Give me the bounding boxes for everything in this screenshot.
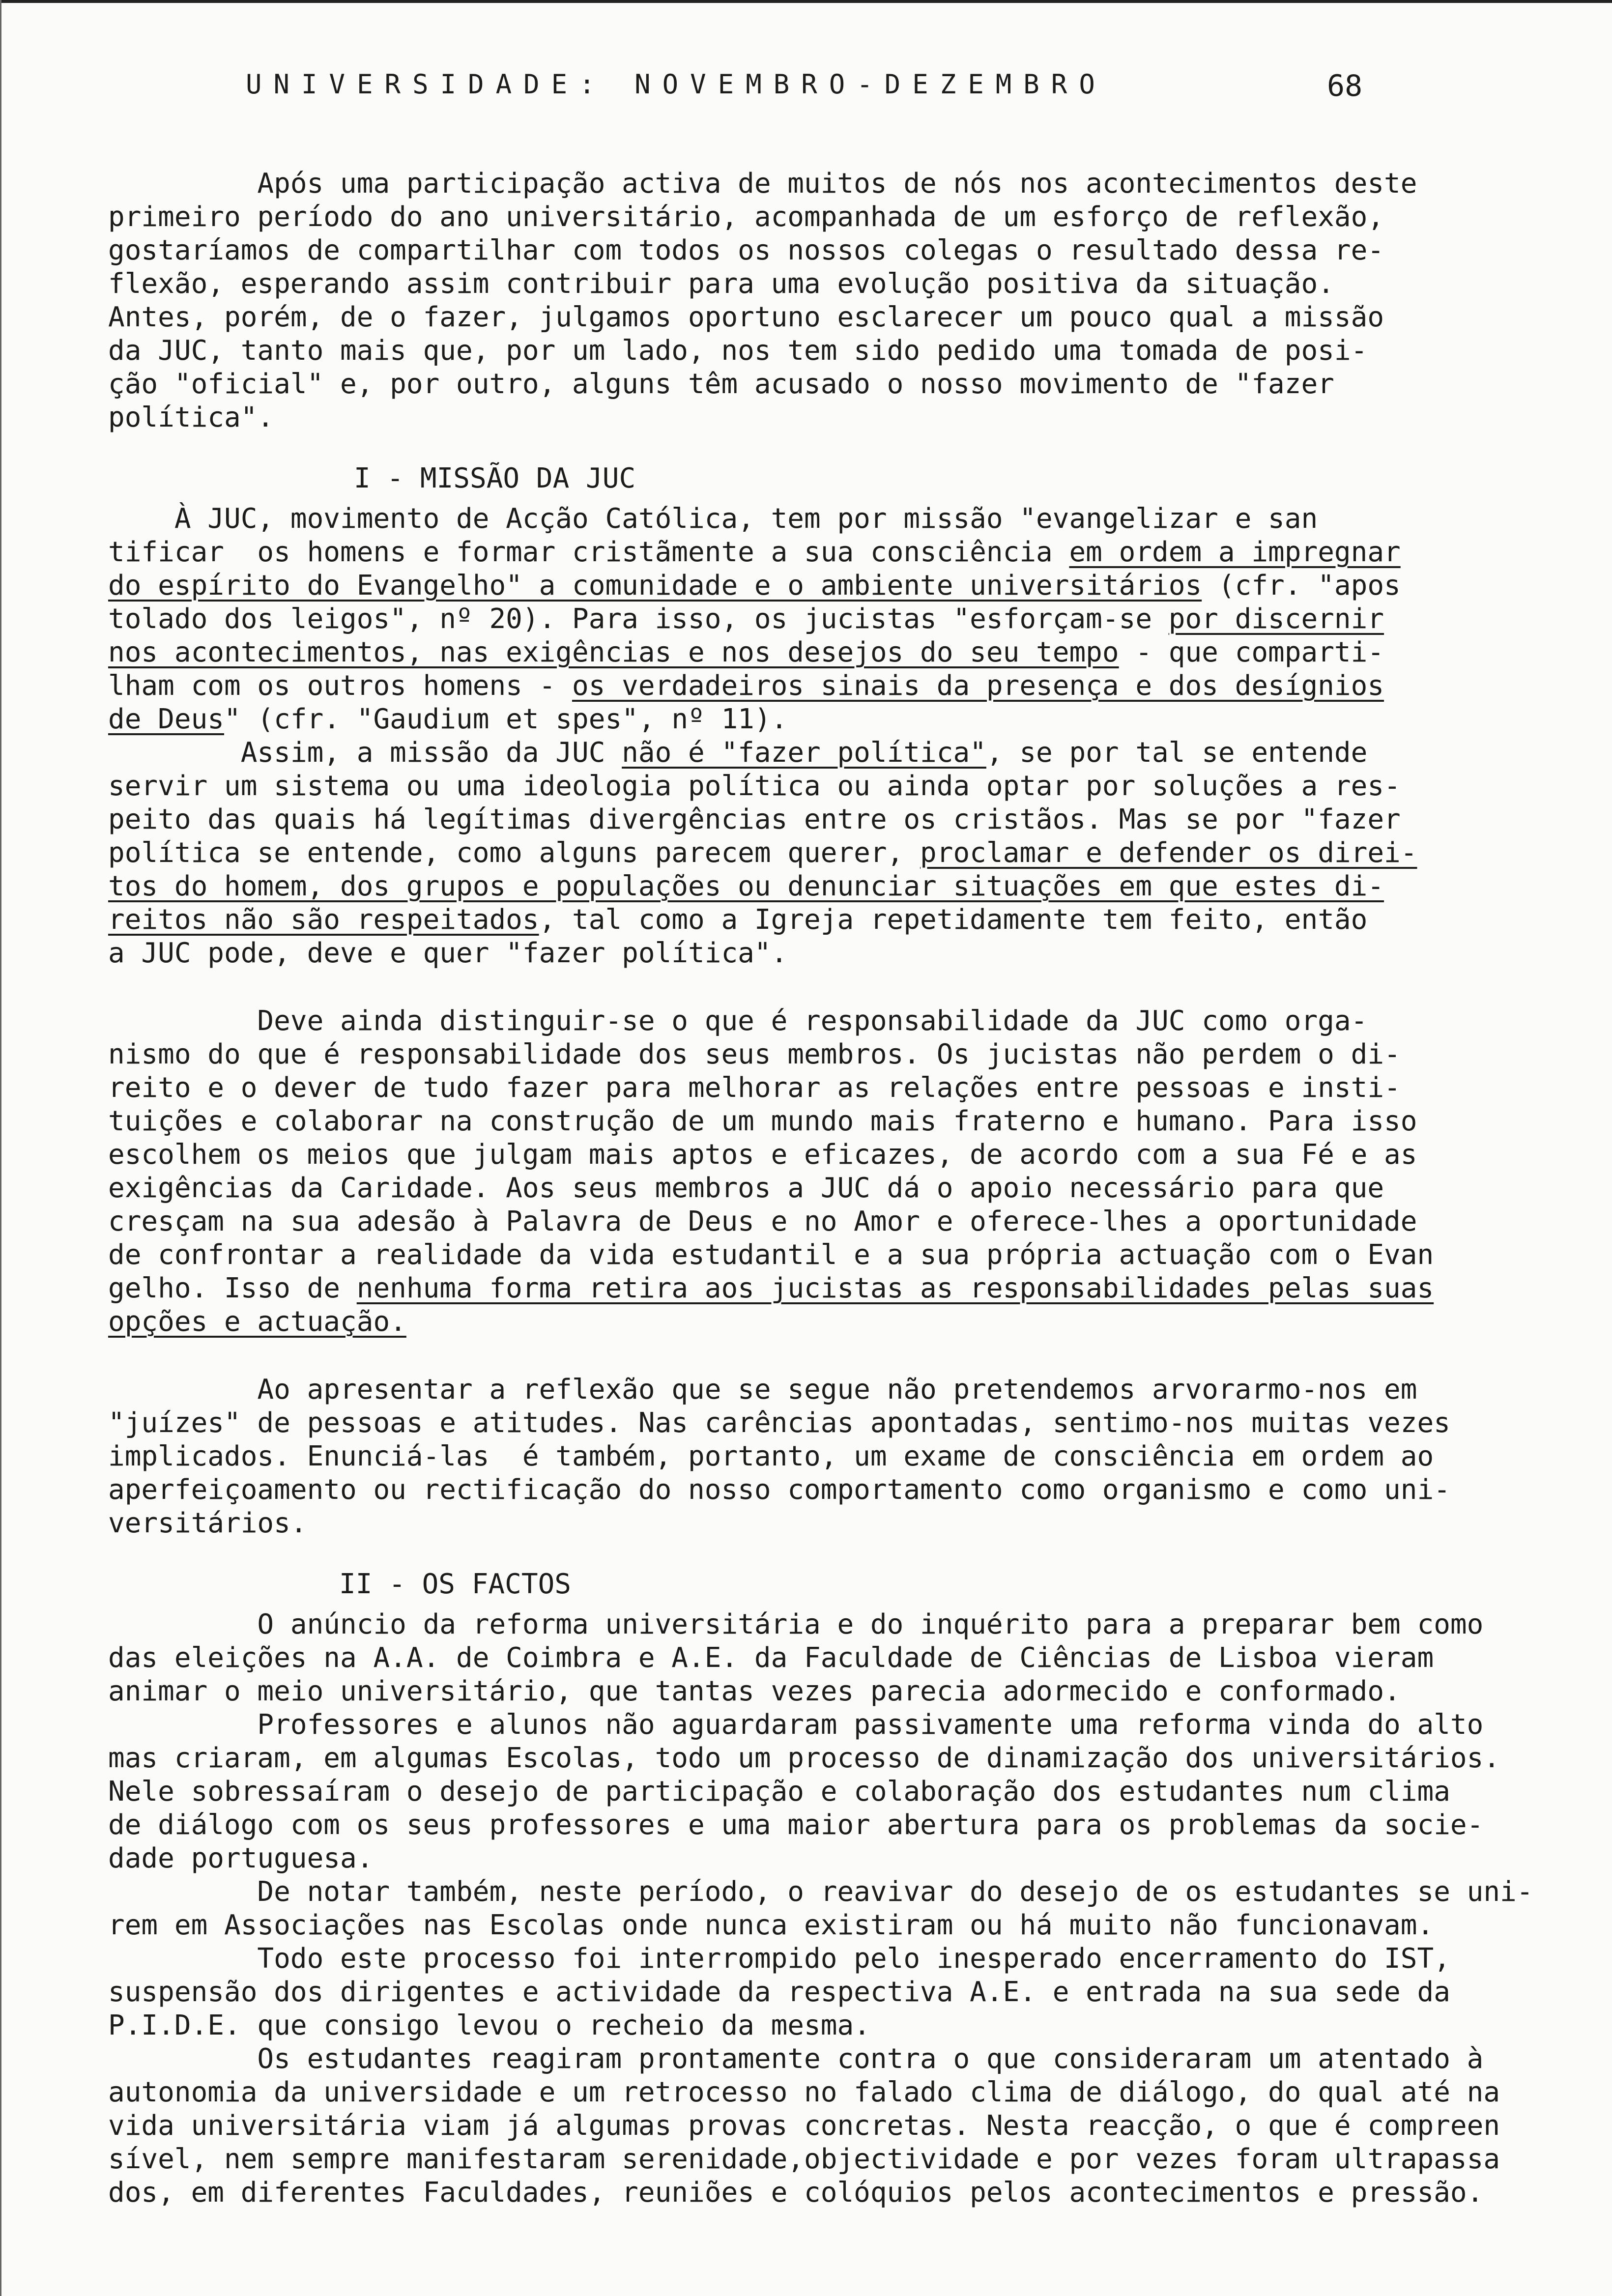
text-line: Os estudantes reagiram prontamente contra o que consideraram um atentado à — [108, 2043, 1484, 2075]
text-span: gelho. Isso de — [108, 1272, 357, 1304]
text-line — [108, 1305, 1524, 1339]
text-span: política se entende, como alguns parecem querer, — [108, 837, 921, 869]
text-span: - que comparti- — [1119, 636, 1384, 668]
missao-paragraph-2 — [108, 736, 1524, 970]
text-span: lham com os outros homens - — [108, 670, 573, 702]
text-line — [108, 603, 1524, 636]
text-line — [108, 636, 1524, 669]
text-line: "juízes" de pessoas e atitudes. Nas carências apontadas, sentimo-nos muitas vezes — [108, 1407, 1450, 1439]
running-header: UNIVERSIDADE: NOVEMBRO-DEZEMBRO — [246, 69, 1107, 100]
text-line: Ao apresentar a reflexão que se segue não pretendemos arvorarmo-nos em — [108, 1374, 1417, 1406]
underlined-text: do espírito do Evangelho" a comunidade e o ambiente universitários — [108, 570, 1202, 602]
text-line: autonomia da universidade e um retrocesso no falado clima de diálogo, do qual até na — [108, 2076, 1500, 2108]
text-line: animar o meio universitário, que tantas vezes parecia adormecido e conformado. — [108, 1675, 1401, 1707]
text-line: gostaríamos de compartilhar com todos os nossos colegas o resultado dessa re- — [108, 234, 1384, 266]
text-line: peito das quais há legítimas divergências entre os cristãos. Mas se por "fazer — [108, 804, 1401, 835]
text-line: sível, nem sempre manifestaram serenidade,objectividade e por vezes foram ultrapassa — [108, 2143, 1500, 2175]
text-line: de confrontar a realidade da vida estudantil e a sua própria actuação com o Evan — [108, 1239, 1434, 1271]
text-line: dade portuguesa. — [108, 1842, 374, 1874]
page-number: 68 — [1327, 69, 1363, 103]
paragraph-gap — [108, 1339, 1524, 1373]
text-line: das eleições na A.A. de Coimbra e A.E. da Faculdade de Ciências de Lisboa vieram — [108, 1642, 1434, 1674]
text-line: primeiro período do ano universitário, acompanhada de um esforço de reflexão, — [108, 201, 1384, 233]
text-span: (cfr. "apos — [1202, 570, 1401, 602]
text-line — [108, 569, 1524, 603]
text-line: servir um sistema ou uma ideologia política ou ainda optar por soluções a res- — [108, 770, 1401, 802]
text-line: de diálogo com os seus professores e uma maior abertura para os problemas da socie- — [108, 1809, 1484, 1841]
text-line: À JUC, movimento de Acção Católica, tem por missão "evangelizar e san — [108, 503, 1318, 535]
text-line — [108, 836, 1524, 870]
missao-paragraph-3 — [108, 1004, 1524, 1339]
text-line — [108, 536, 1524, 569]
text-line — [108, 903, 1524, 937]
text-line: Deve ainda distinguir-se o que é responsabilidade da JUC como orga- — [108, 1005, 1368, 1037]
underlined-text: não é "fazer política" — [622, 737, 986, 769]
text-line — [108, 1272, 1524, 1305]
text-line: De notar também, neste período, o reavivar do desejo de os estudantes se uni- — [108, 1876, 1533, 1908]
underlined-text: reitos não são respeitados — [108, 904, 539, 936]
text-line: nismo do que é responsabilidade dos seus membros. Os jucistas não perdem o di- — [108, 1038, 1401, 1070]
page-left-edge — [0, 0, 1, 2296]
text-line: escolhem os meios que julgam mais aptos e eficazes, de acordo com a sua Fé e as — [108, 1139, 1417, 1171]
underlined-text: em ordem a impregnar — [1069, 536, 1401, 568]
text-span: Assim, a missão da JUC — [108, 737, 622, 769]
text-line: suspensão dos dirigentes e actividade da respectiva A.E. e entrada na sua sede da — [108, 1976, 1450, 2008]
text-line: Todo este processo foi interrompido pelo inesperado encerramento do IST, — [108, 1943, 1450, 1975]
text-line: implicados. Enunciá-las é também, portanto, um exame de consciência em ordem ao — [108, 1440, 1434, 1472]
underlined-text: de Deus — [108, 703, 225, 735]
missao-paragraph-1 — [108, 502, 1524, 736]
text-line: vida universitária viam já algumas provas concretas. Nesta reacção, o que é compreen — [108, 2110, 1500, 2142]
text-span: tificar os homens e formar cristãmente a sua consciência — [108, 536, 1069, 568]
text-span: " (cfr. "Gaudium et spes", nº 11). — [224, 703, 788, 735]
text-span: , se por tal se entende — [986, 737, 1368, 769]
text-line: P.I.D.E. que consigo levou o recheio da mesma. — [108, 2009, 870, 2041]
underlined-text: por discernir — [1168, 603, 1384, 635]
text-span: , tal como a Igreja repetidamente tem feito, então — [539, 904, 1368, 936]
section-heading-factos: II - OS FACTOS — [339, 1568, 572, 1600]
underlined-text: os verdadeiros sinais da presença e dos desígnios — [572, 670, 1384, 702]
text-line: política". — [108, 402, 274, 433]
underlined-text: opções e actuação. — [108, 1306, 406, 1338]
text-line: rem em Associações nas Escolas onde nunca existiram ou há muito não funcionavam. — [108, 1909, 1434, 1941]
page-top-edge — [0, 0, 1612, 3]
text-line: exigências da Caridade. Aos seus membros a JUC dá o apoio necessário para que — [108, 1172, 1384, 1204]
text-line: tuições e colaborar na construção de um mundo mais fraterno e humano. Para isso — [108, 1105, 1417, 1137]
text-line: aperfeiçoamento ou rectificação do nosso comportamento como organismo e como uni- — [108, 1474, 1450, 1506]
paragraph-gap — [108, 970, 1524, 1004]
text-line — [108, 703, 1524, 736]
section-heading-missao: I - MISSÃO DA JUC — [354, 462, 636, 494]
text-line: a JUC pode, deve e quer "fazer política". — [108, 937, 788, 969]
text-line: Após uma participação activa de muitos de nós nos acontecimentos deste — [108, 168, 1417, 200]
underlined-text: tos do homem, dos grupos e populações ou denunciar situações em que estes di- — [108, 870, 1384, 902]
intro-paragraph — [108, 167, 1524, 434]
text-line: Nele sobressaíram o desejo de participação e colaboração dos estudantes num clima — [108, 1776, 1450, 1808]
text-line: versitários. — [108, 1507, 307, 1539]
text-span: tolado dos leigos", nº 20). Para isso, os jucistas "esforçam-se — [108, 603, 1169, 635]
text-line: O anúncio da reforma universitária e do inquérito para a preparar bem como — [108, 1608, 1484, 1640]
text-line: flexão, esperando assim contribuir para uma evolução positiva da situação. — [108, 268, 1334, 300]
text-line: Professores e alunos não aguardaram passivamente uma reforma vinda do alto — [108, 1709, 1484, 1741]
document-body — [108, 167, 1533, 2210]
underlined-text: nenhuma forma retira aos jucistas as responsabilidades pelas suas — [356, 1272, 1434, 1304]
missao-paragraph-4 — [108, 1373, 1524, 1540]
text-line — [108, 669, 1524, 703]
text-line — [108, 736, 1524, 770]
underlined-text: proclamar e defender os direi- — [920, 837, 1417, 869]
factos-paragraphs — [108, 1608, 1533, 2210]
text-line: mas criaram, em algumas Escolas, todo um processo de dinamização dos universitários. — [108, 1742, 1500, 1774]
text-line: dos, em diferentes Faculdades, reuniões e colóquios pelos acontecimentos e pressão. — [108, 2177, 1484, 2209]
text-line — [108, 870, 1524, 903]
text-line: da JUC, tanto mais que, por um lado, nos tem sido pedido uma tomada de posi- — [108, 335, 1368, 367]
underlined-text: nos acontecimentos, nas exigências e nos desejos do seu tempo — [108, 636, 1119, 668]
text-line: reito e o dever de tudo fazer para melhorar as relações entre pessoas e insti- — [108, 1072, 1401, 1104]
text-line: ção "oficial" e, por outro, alguns têm acusado o nosso movimento de "fazer — [108, 368, 1334, 400]
text-line: Antes, porém, de o fazer, julgamos oportuno esclarecer um pouco qual a missão — [108, 301, 1384, 333]
text-line: cresçam na sua adesão à Palavra de Deus e no Amor e oferece-lhes a oportunidade — [108, 1205, 1417, 1237]
